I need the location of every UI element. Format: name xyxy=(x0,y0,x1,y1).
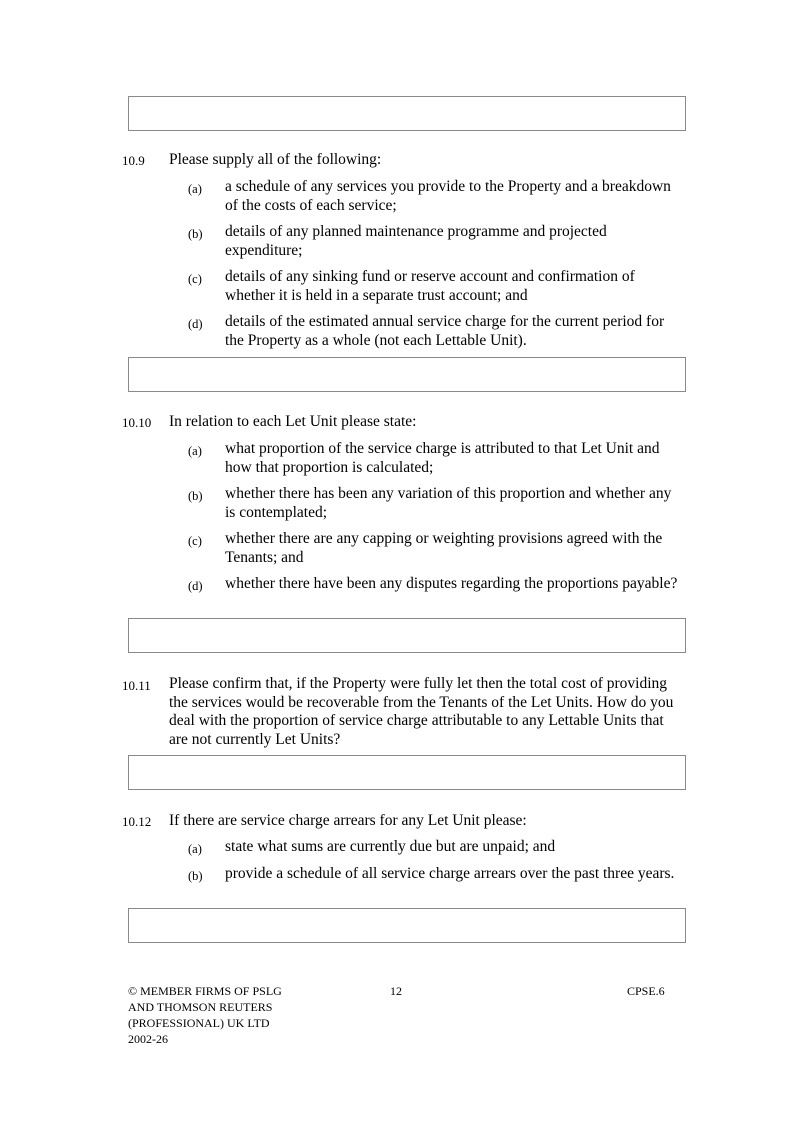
item-text: details of the estimated annual service charge for the current period for the Property as a whole (not each Lettable Unit). xyxy=(225,313,665,349)
question-text: Please confirm that, if the Property were fully let then the total cost of providing the services would be recoverable from the Tenants of the Let Units. How do you deal with the proportion of service charge attributable to any Lettable Units that are not currently Let Units? xyxy=(169,675,674,748)
item-text: what proportion of the service charge is attributed to that Let Unit and how that proportion is calculated; xyxy=(225,440,660,476)
question-text: In relation to each Let Unit please state: xyxy=(169,413,417,430)
question-number: 10.9 xyxy=(122,153,145,168)
item-text: whether there have been any disputes regarding the proportions payable? xyxy=(225,575,678,592)
item-text: a schedule of any services you provide to the Property and a breakdown of the costs of each service; xyxy=(225,178,671,214)
item-label: (b) xyxy=(188,489,203,503)
answer-box-10-10[interactable] xyxy=(128,618,686,653)
item-text: details of any planned maintenance programme and projected expenditure; xyxy=(225,223,607,259)
footer-copyright: © MEMBER FIRMS OF PSLG AND THOMSON REUTERS (PROFESSIONAL) UK LTD 2002-26 xyxy=(128,984,282,1046)
item-label: (b) xyxy=(188,227,203,241)
answer-box-prev[interactable] xyxy=(128,96,686,131)
question-number: 10.10 xyxy=(122,415,152,430)
footer-form-code: CPSE.6 xyxy=(627,984,665,998)
item-label: (c) xyxy=(188,534,202,548)
question-text: Please supply all of the following: xyxy=(169,151,382,168)
item-label: (a) xyxy=(188,444,202,458)
answer-box-10-9[interactable] xyxy=(128,357,686,392)
answer-box-10-11[interactable] xyxy=(128,755,686,790)
item-label: (a) xyxy=(188,842,202,856)
footer-page-number: 12 xyxy=(390,984,402,998)
item-text: whether there has been any variation of this proportion and whether any is contemplated; xyxy=(225,485,672,521)
item-label: (a) xyxy=(188,182,202,196)
item-label: (c) xyxy=(188,272,202,286)
item-label: (b) xyxy=(188,869,203,883)
question-number: 10.12 xyxy=(122,814,152,829)
item-label: (d) xyxy=(188,317,203,331)
item-text: state what sums are currently due but are unpaid; and xyxy=(225,838,556,855)
answer-box-10-12[interactable] xyxy=(128,908,686,943)
item-text: whether there are any capping or weighting provisions agreed with the Tenants; and xyxy=(225,530,663,566)
item-text: details of any sinking fund or reserve account and confirmation of whether it is held in a separate trust account; and xyxy=(225,268,635,304)
question-text: If there are service charge arrears for any Let Unit please: xyxy=(169,812,527,829)
question-number: 10.11 xyxy=(122,678,151,693)
item-label: (d) xyxy=(188,579,203,593)
item-text: provide a schedule of all service charge arrears over the past three years. xyxy=(225,865,675,882)
